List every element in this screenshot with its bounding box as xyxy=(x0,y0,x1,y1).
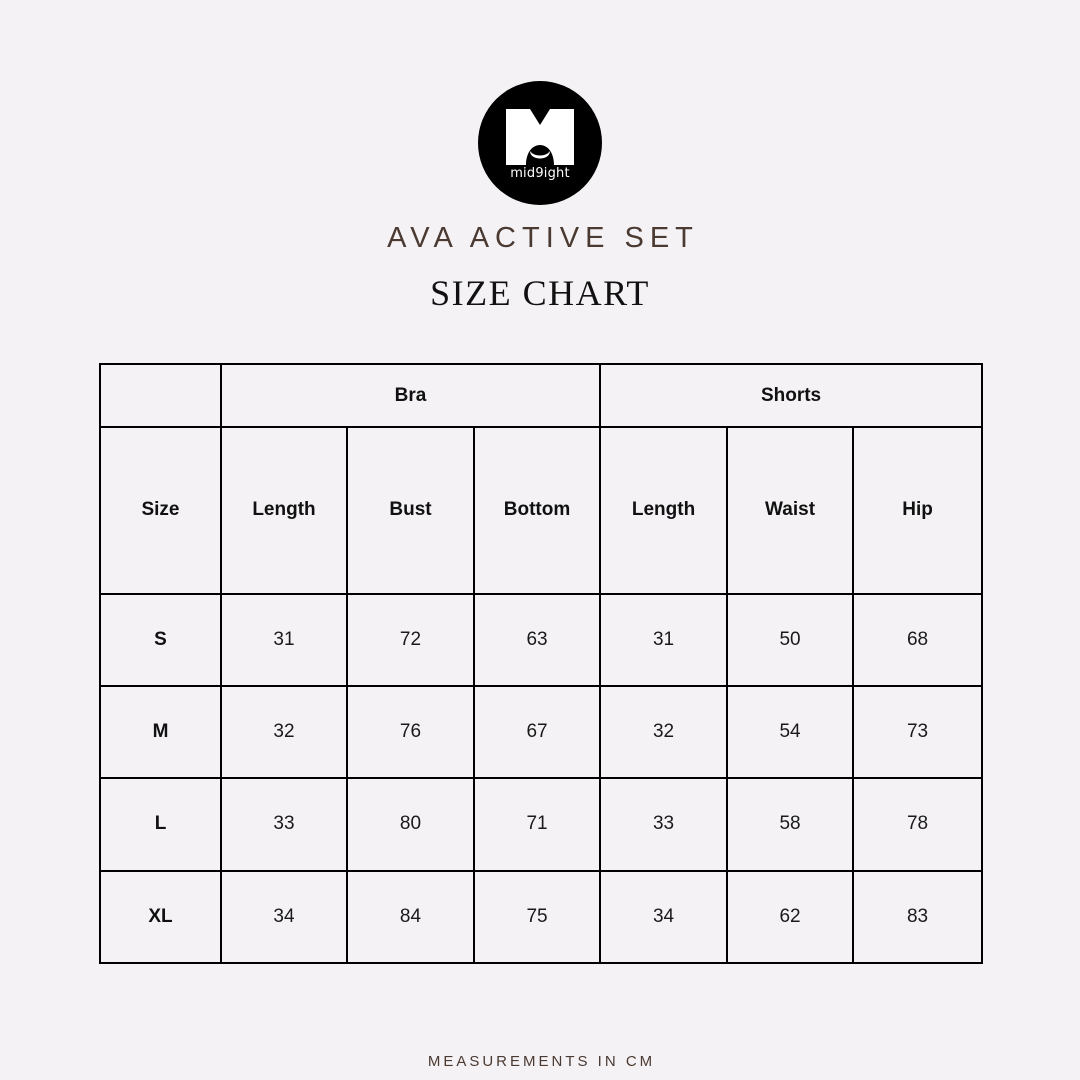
column-header-bust: Bust xyxy=(347,427,474,594)
value-cell: 76 xyxy=(347,686,474,778)
column-header-row xyxy=(100,427,982,594)
table-row xyxy=(100,594,982,686)
column-header-shorts-length: Length xyxy=(600,427,727,594)
table-row xyxy=(100,778,982,870)
group-header-row xyxy=(100,364,982,427)
brand-logo xyxy=(478,81,602,205)
size-cell: XL xyxy=(100,871,221,963)
value-cell: 67 xyxy=(474,686,600,778)
product-title: AVA ACTIVE SET xyxy=(387,222,699,254)
value-cell: 31 xyxy=(221,594,347,686)
size-cell: S xyxy=(100,594,221,686)
value-cell: 84 xyxy=(347,871,474,963)
value-cell: 83 xyxy=(853,871,982,963)
value-cell: 32 xyxy=(221,686,347,778)
logo-m-icon xyxy=(478,81,602,205)
page-title: SIZE CHART xyxy=(430,273,650,313)
column-header-bottom: Bottom xyxy=(474,427,600,594)
measurement-unit-note: MEASUREMENTS IN CM xyxy=(427,1053,656,1070)
value-cell: 75 xyxy=(474,871,600,963)
value-cell: 34 xyxy=(221,871,347,963)
value-cell: 33 xyxy=(221,778,347,870)
value-cell: 31 xyxy=(600,594,727,686)
value-cell: 63 xyxy=(474,594,600,686)
empty-corner-cell xyxy=(100,364,221,427)
column-header-size: Size xyxy=(100,427,221,594)
value-cell: 34 xyxy=(600,871,727,963)
size-chart-table xyxy=(99,363,983,964)
size-cell: M xyxy=(100,686,221,778)
value-cell: 62 xyxy=(727,871,853,963)
value-cell: 78 xyxy=(853,778,982,870)
table-row xyxy=(100,686,982,778)
value-cell: 73 xyxy=(853,686,982,778)
size-cell: L xyxy=(100,778,221,870)
group-header-bra: Bra xyxy=(221,364,600,427)
value-cell: 71 xyxy=(474,778,600,870)
value-cell: 72 xyxy=(347,594,474,686)
value-cell: 32 xyxy=(600,686,727,778)
value-cell: 33 xyxy=(600,778,727,870)
value-cell: 50 xyxy=(727,594,853,686)
value-cell: 80 xyxy=(347,778,474,870)
group-header-shorts: Shorts xyxy=(600,364,982,427)
value-cell: 58 xyxy=(727,778,853,870)
column-header-bra-length: Length xyxy=(221,427,347,594)
value-cell: 68 xyxy=(853,594,982,686)
logo-text: mid9ight xyxy=(510,166,570,181)
value-cell: 54 xyxy=(727,686,853,778)
column-header-hip: Hip xyxy=(853,427,982,594)
table-row xyxy=(100,871,982,963)
column-header-waist: Waist xyxy=(727,427,853,594)
